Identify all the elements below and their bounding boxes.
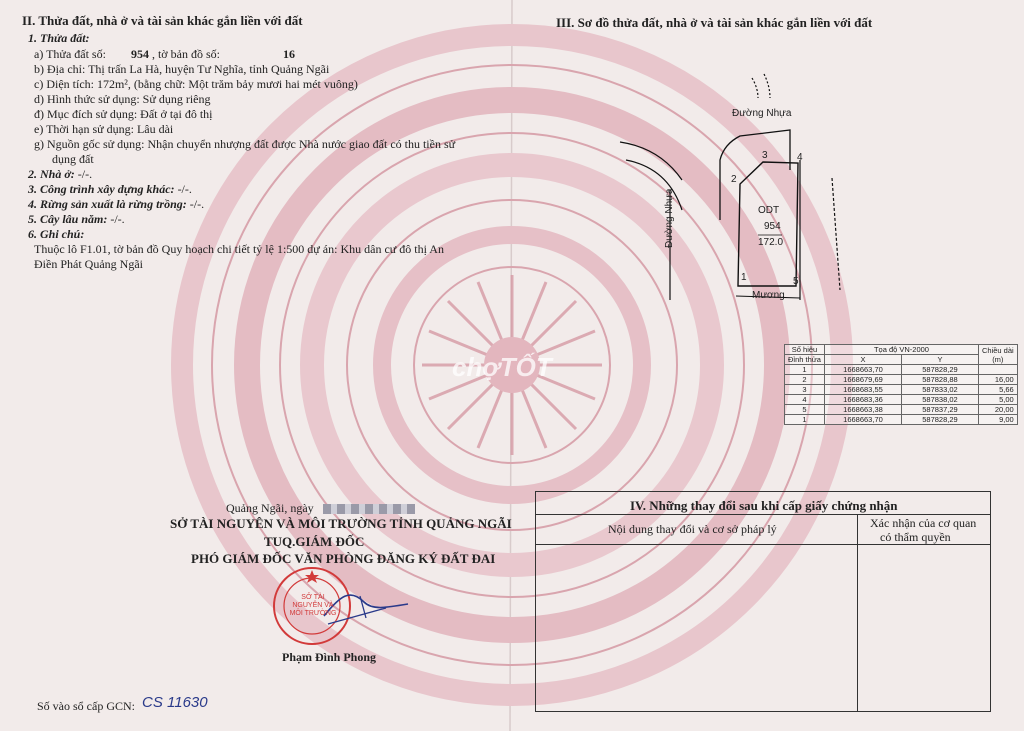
plot-number: 954 [764,221,781,232]
section-4-title: IV. Những thay đổi sau khi cấp giấy chứng nhận [630,498,898,513]
redacted-date [323,504,415,514]
perennial-heading: 5. Cây lâu năm: [28,212,108,226]
section-3-title: III. Sơ đồ thửa đất, nhà ở và tài sản khác gắn liền với đất [556,15,873,30]
plot-code: ODT [758,205,780,216]
point-id: 3 [785,385,825,395]
col-y-header: Y [901,355,978,365]
length-value: 20,00 [978,405,1017,415]
signer-name: Phạm Đình Phong [282,650,377,664]
vertex-3: 3 [762,150,768,161]
forest-line [28,197,204,212]
vertex-5: 5 [793,276,799,287]
length-value: 9,00 [978,415,1017,425]
x-value: 1668679,69 [824,375,901,385]
length-value: 16,00 [978,375,1017,385]
signer-role-2: PHÓ GIÁM ĐỐC VĂN PHÒNG ĐĂNG KÝ ĐẤT ĐAI [191,551,496,566]
forest-heading: 4. Rừng sản xuất là rừng trồng: [28,197,187,211]
table-row [785,395,1018,405]
parcel-number-label: a) Thửa đất số: [34,47,106,61]
point-id: 1 [785,415,825,425]
place-date-label: Quảng Ngãi, ngày [226,501,314,515]
gcn-label: Số vào sổ cấp GCN: [37,699,135,713]
point-id: 2 [785,375,825,385]
usage-purpose-line: đ) Mục đích sử dụng: Đất ở tại đô thị [34,107,213,121]
usage-form-line: d) Hình thức sử dụng: Sử dụng riêng [34,92,211,106]
gcn-number: CS 11630 [142,694,208,711]
parcel-heading: 1. Thửa đất: [28,31,90,45]
point-id: 5 [785,405,825,415]
map-sheet-number: 16 [282,47,295,61]
house-heading: 2. Nhà ở: [28,167,75,181]
col-length-header-1: Chiều dài [981,345,1014,355]
table-row [785,365,1018,375]
length-value: 5,00 [978,395,1017,405]
x-value: 1668663,38 [824,405,901,415]
length-value: 5,66 [978,385,1017,395]
address-line: b) Địa chỉ: Thị trấn La Hà, huyện Tư Nghĩa, tỉnh Quảng Ngãi [34,62,330,76]
usage-term-line: e) Thời hạn sử dụng: Lâu dài [34,122,174,136]
col-point-subheader: Đỉnh thửa [785,355,825,365]
point-id: 4 [785,395,825,405]
table-row [785,415,1018,425]
vertex-1: 1 [741,272,747,283]
issuing-org: SỞ TÀI NGUYÊN VÀ MÔI TRƯỜNG TỈNH QUẢNG NGÃI [170,516,512,531]
changes-box [535,491,991,712]
origin-line-2: dụng đất [52,152,94,166]
road-label-top: Đường Nhựa [732,108,792,119]
col-length-header-2: (m) [992,354,1004,364]
perennial-line [28,212,125,227]
x-value: 1668683,36 [824,395,901,405]
stamp-center-text: SỞ TÀI NGUYÊN VÀ MÔI TRƯỜNG [289,594,337,617]
map-sheet-label: , tờ bản đồ số: [151,47,220,61]
parcel-number-line [34,47,295,62]
road-label-left: Đường Nhựa [664,188,675,248]
divider [857,514,858,711]
section-2-title: II. Thửa đất, nhà ở và tài sản khác gắn liền với đất [22,13,303,28]
other-works-line [28,182,192,197]
y-value: 587837,29 [901,405,978,415]
other-works-value: -/-. [174,182,192,196]
other-works-heading: 3. Công trình xây dựng khác: [28,182,175,196]
changes-col-confirm-2: có thẩm quyền [880,530,951,544]
col-point-header-1: Số hiệu [791,345,818,354]
perennial-value: -/-. [107,212,125,226]
divider [536,544,990,545]
y-value: 587828,29 [901,365,978,375]
origin-line-1: g) Nguồn gốc sử dụng: Nhận chuyển nhượng đất được Nhà nước giao đất có thu tiền sử [34,137,456,151]
x-value: 1668683,55 [824,385,901,395]
col-coord-header: Tọa độ VN-2000 [824,345,978,355]
place-date [226,501,415,516]
changes-col-confirm-1: Xác nhận của cơ quan [870,516,977,530]
divider [536,514,990,515]
forest-value: -/-. [186,197,205,211]
point-id: 1 [785,365,825,375]
canal-label: Mương [752,290,785,301]
col-point-header [785,345,825,355]
house-value: -/-. [74,167,93,181]
table-row [785,405,1018,415]
notes-heading: 6. Ghi chú: [28,227,85,241]
signer-role-1: TUQ.GIÁM ĐỐC [264,534,365,549]
length-value [978,365,1017,375]
parcel-number: 954 [130,47,149,61]
coordinate-table [784,344,1018,425]
y-value: 587833,02 [901,385,978,395]
notes-line-1: Thuộc lô F1.01, tờ bản đồ Quy hoạch chi tiết tỷ lệ 1:500 dự án: Khu dân cư đô thị An [34,242,444,256]
plot-area: 172.0 [758,237,784,248]
col-x-header: X [824,355,901,365]
y-value: 587828,88 [901,375,978,385]
table-row [785,385,1018,395]
notes-line-2: Điền Phát Quảng Ngãi [34,257,143,271]
y-value: 587838,02 [901,395,978,405]
x-value: 1668663,70 [824,365,901,375]
table-row [785,375,1018,385]
y-value: 587828,29 [901,415,978,425]
house-line [28,167,92,182]
area-line: c) Diện tích: 172m², (bằng chữ: Một trăm bảy mươi hai mét vuông) [34,77,358,91]
x-value: 1668663,70 [824,415,901,425]
col-length-header [978,345,1017,365]
vertex-4: 4 [797,152,803,163]
watermark-logo: chợTỐT [452,352,552,382]
changes-col-content: Nội dung thay đổi và cơ sở pháp lý [608,522,777,536]
parcel-sketch [600,60,860,320]
vertex-2: 2 [731,174,737,185]
